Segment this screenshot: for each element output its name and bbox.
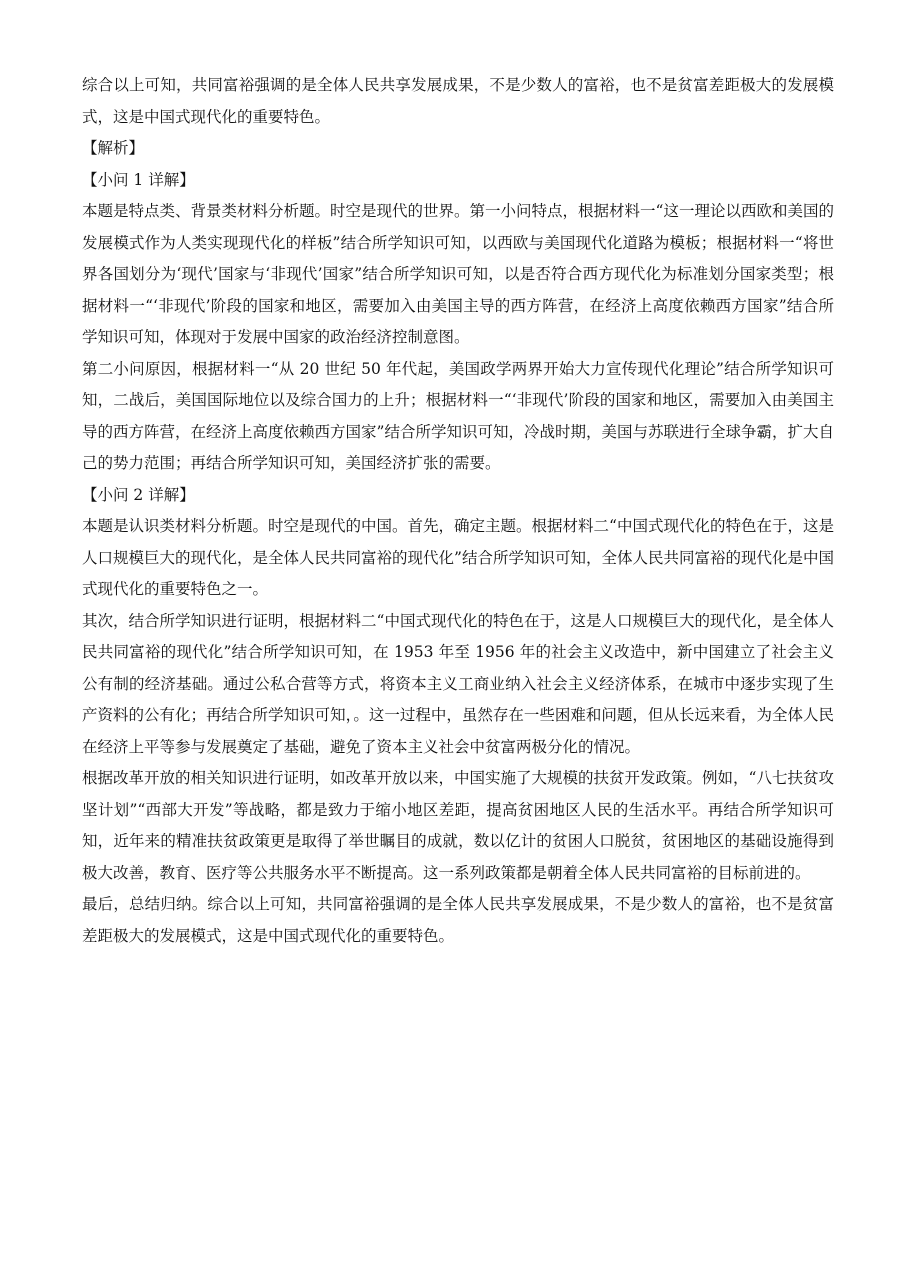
section-heading-question-1: 【小问 1 详解】 [82, 170, 195, 189]
paragraph-q2-summary: 最后，总结归纳。综合以上可知，共同富裕强调的是全体人民共享发展成果，不是少数人的富裕，也不是贫富差距极大的发展模式，这是中国式现代化的重要特色。 [82, 895, 834, 945]
paragraph-q1-reasons: 第二小问原因，根据材料一“从 20 世纪 50 年代起，美国政学两界开始大力宣传现代化理论”结合所学知识可知，二战后，美国国际地位以及综合国力的上升；根据材料一“‘非现代’阶段的国家和地区，需要加入由美国主导的西方阵营，在经济上高度依赖西方国家”结合所学知识可知，冷战时期，美国与苏联进行全球争霸，扩大自己的势力范围；再结合所学知识可知，美国经济扩张的需要。 [82, 359, 834, 472]
paragraph-q1-features: 本题是特点类、背景类材料分析题。时空是现代的世界。第一小问特点，根据材料一“这一理论以西欧和美国的发展模式作为人类实现现代化的样板”结合所学知识可知，以西欧与美国现代化道路为模板；根据材料一“将世界各国划分为‘现代’国家与‘非现代’国家”结合所学知识可知，以是否符合西方现代化为标准划分国家类型；根据材料一“‘非现代’阶段的国家和地区，需要加入由美国主导的西方阵营，在经济上高度依赖西方国家”结合所学知识可知，体现对于发展中国家的政治经济控制意图。 [82, 202, 834, 346]
paragraph-q2-evidence-socialist-transformation: 其次，结合所学知识进行证明，根据材料二“中国式现代化的特色在于，这是人口规模巨大的现代化，是全体人民共同富裕的现代化”结合所学知识可知，在 1953 年至 1956 年的社会主义改造中，新中国建立了社会主义公有制的经济基础。通过公私合营等方式，将资本主义工商业纳入社会主义经济体系，在城市中逐步实现了生产资料的公有化；再结合所学知识可知，。这一过程中，虽然存在一些困难和问题，但从长远来看，为全体人民在经济上平等参与发展奠定了基础，避免了资本主义社会中贫富两极分化的情况。 [82, 611, 834, 756]
paragraph-conclusion-top: 综合以上可知，共同富裕强调的是全体人民共享发展成果，不是少数人的富裕，也不是贫富差距极大的发展模式，这是中国式现代化的重要特色。 [82, 76, 834, 126]
paragraph-q2-evidence-reform-opening: 根据改革开放的相关知识进行证明，如改革开放以来，中国实施了大规模的扶贫开发政策。例如，“八七扶贫攻坚计划”“西部大开发”等战略，都是致力于缩小地区差距，提高贫困地区人民的生活水平。再结合所学知识可知，近年来的精准扶贫政策更是取得了举世瞩目的成就，数以亿计的贫困人口脱贫，贫困地区的基础设施得到极大改善，教育、医疗等公共服务水平不断提高。这一系列政策都是朝着全体人民共同富裕的目标前进的。 [82, 769, 834, 882]
section-heading-analysis: 【解析】 [82, 139, 145, 157]
paragraph-q2-theme: 本题是认识类材料分析题。时空是现代的中国。首先，确定主题。根据材料二“中国式现代化的特色在于，这是人口规模巨大的现代化，是全体人民共同富裕的现代化”结合所学知识可知，全体人民共同富裕的现代化是中国式现代化的重要特色之一。 [82, 517, 834, 598]
section-heading-question-2: 【小问 2 详解】 [82, 485, 195, 504]
document-body [82, 70, 834, 952]
